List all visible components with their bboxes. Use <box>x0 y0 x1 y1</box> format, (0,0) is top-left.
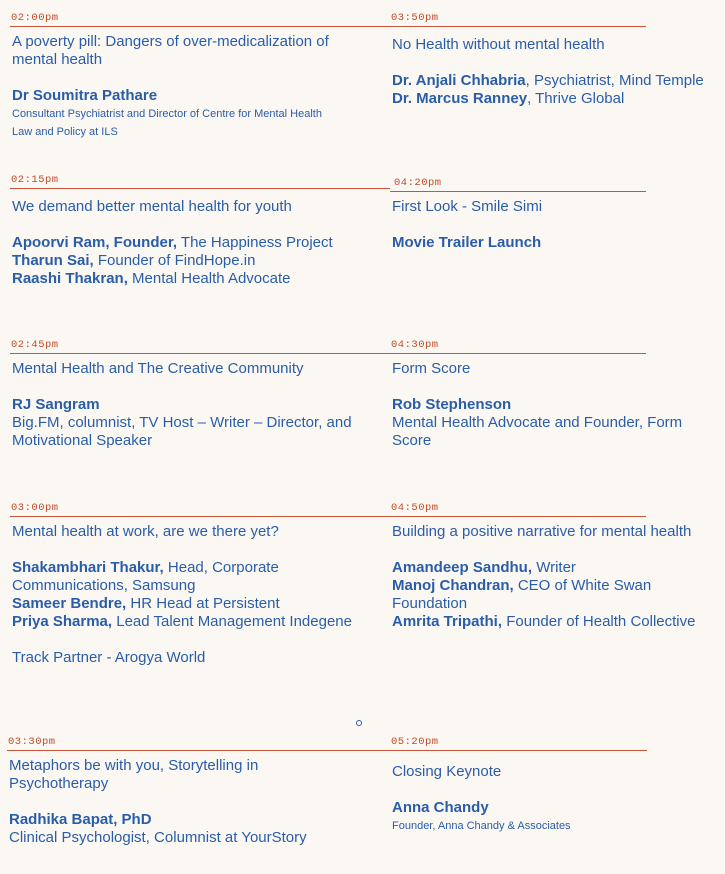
session-title: No Health without mental health <box>392 36 605 53</box>
speaker: Dr. Anjali Chhabria, Psychiatrist, Mind Temple <box>392 72 704 89</box>
session-0215 <box>10 174 390 288</box>
session-time: 02:00pm <box>10 12 390 27</box>
session-0350 <box>390 12 704 108</box>
speaker: Sameer Bendre, HR Head at Persistent <box>12 595 280 612</box>
speaker: Shakambhari Thakur, Head, Corporate Communications, Samsung <box>12 559 279 594</box>
session-time: 05:20pm <box>390 736 647 751</box>
session-0520 <box>390 736 647 835</box>
speaker-role: Clinical Psychologist, Columnist at YourStory <box>9 829 307 846</box>
session-0430 <box>390 339 683 450</box>
session-title: First Look - Smile Simi <box>392 198 543 215</box>
session-0245 <box>10 339 390 450</box>
speaker: Priya Sharma, Lead Talent Management Indegene <box>12 613 352 630</box>
session-time: 04:50pm <box>390 502 646 517</box>
session-0420 <box>390 177 646 252</box>
speaker: Amrita Tripathi, Founder of Health Collective <box>392 613 696 630</box>
session-title: Building a positive narrative for mental health <box>392 523 692 540</box>
session-0450 <box>390 502 696 631</box>
session-time: 03:50pm <box>390 12 646 27</box>
speaker: Rob Stephenson <box>392 396 512 413</box>
session-0200 <box>10 12 390 141</box>
session-title: A poverty pill: Dangers of over-medicalization of mental health <box>12 33 329 68</box>
session-title: We demand better mental health for youth <box>12 198 292 215</box>
speaker-note: Consultant Psychiatrist and Director of Centre for Mental Health Law and Policy at ILS <box>12 108 322 138</box>
session-title: Mental health at work, are we there yet? <box>12 523 279 540</box>
track-partner: Track Partner - Arogya World <box>12 649 206 666</box>
session-time: 03:00pm <box>10 502 390 517</box>
speaker: Amandeep Sandhu, Writer <box>392 559 576 576</box>
speaker: Anna Chandy <box>392 799 489 816</box>
session-time: 02:45pm <box>10 339 390 354</box>
session-time: 04:30pm <box>390 339 646 354</box>
speaker: Raashi Thakran, Mental Health Advocate <box>12 270 291 287</box>
session-time: 04:20pm <box>390 177 646 192</box>
carousel-dot-icon[interactable] <box>356 720 362 726</box>
speaker: Dr. Marcus Ranney, Thrive Global <box>392 90 625 107</box>
speaker-role: Mental Health Advocate and Founder, Form Score <box>392 414 683 449</box>
speaker: RJ Sangram <box>12 396 100 413</box>
session-title: Form Score <box>392 360 471 377</box>
session-title: Mental Health and The Creative Community <box>12 360 304 377</box>
speaker: Manoj Chandran, CEO of White Swan Foundation <box>392 577 652 612</box>
session-0300 <box>10 502 390 667</box>
speaker-note: Founder, Anna Chandy & Associates <box>392 820 571 832</box>
session-time: 03:30pm <box>7 736 390 751</box>
speaker: Dr Soumitra Pathare <box>12 87 158 104</box>
session-0330 <box>7 736 390 847</box>
session-title: Closing Keynote <box>392 763 502 780</box>
speaker: Movie Trailer Launch <box>392 234 542 251</box>
session-time: 02:15pm <box>10 174 390 189</box>
speaker-role: Big.FM, columnist, TV Host – Writer – Director, and Motivational Speaker <box>12 414 352 449</box>
speaker: Radhika Bapat, PhD <box>9 811 152 828</box>
session-title: Metaphors be with you, Storytelling in Psychotherapy <box>9 757 259 792</box>
speaker: Tharun Sai, Founder of FindHope.in <box>12 252 256 269</box>
speaker: Apoorvi Ram, Founder, The Happiness Project <box>12 234 333 251</box>
